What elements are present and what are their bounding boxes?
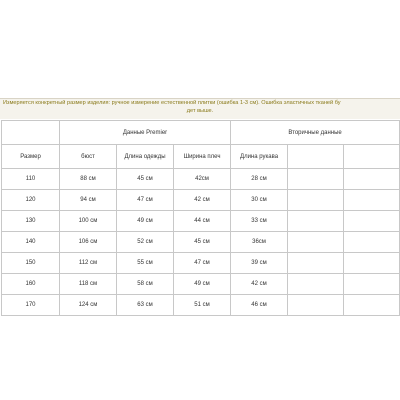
cell-extra-2: [344, 190, 400, 211]
table-row: [2, 169, 400, 190]
cell-shoulder: 51 см: [174, 295, 231, 316]
cell-extra-1: [288, 169, 344, 190]
cell-sleeve: 30 см: [231, 190, 288, 211]
cell-sleeve: 36см: [231, 232, 288, 253]
cell-shoulder: 42 см: [174, 190, 231, 211]
header-sleeve: Длина рукава: [231, 145, 288, 169]
cell-size: 130: [2, 211, 60, 232]
size-chart: [0, 98, 400, 308]
cell-length: 52 см: [117, 232, 174, 253]
cell-extra-1: [288, 211, 344, 232]
cell-sleeve: 42 см: [231, 274, 288, 295]
cell-shoulder: 47 см: [174, 253, 231, 274]
cell-sleeve: 46 см: [231, 295, 288, 316]
cell-sleeve: 39 см: [231, 253, 288, 274]
notice-line-2: дет выше.: [186, 107, 214, 114]
measurement-notice: [0, 98, 400, 119]
cell-extra-2: [344, 169, 400, 190]
header-empty-2: [344, 145, 400, 169]
table-row: [2, 190, 400, 211]
cell-shoulder: 45 см: [174, 232, 231, 253]
cell-size: 150: [2, 253, 60, 274]
cell-extra-1: [288, 232, 344, 253]
header-bust: бюст: [60, 145, 117, 169]
cell-length: 47 см: [117, 190, 174, 211]
cell-shoulder: 49 см: [174, 274, 231, 295]
cell-bust: 106 см: [60, 232, 117, 253]
empty-corner-cell: [2, 121, 60, 145]
header-length: Длина одежды: [117, 145, 174, 169]
cell-sleeve: 33 см: [231, 211, 288, 232]
cell-size: 170: [2, 295, 60, 316]
header-shoulder: Ширина плеч: [174, 145, 231, 169]
cell-extra-2: [344, 253, 400, 274]
cell-bust: 94 см: [60, 190, 117, 211]
column-header-row: [2, 145, 400, 169]
table-row: [2, 253, 400, 274]
cell-bust: 124 см: [60, 295, 117, 316]
notice-line-1: Измеряется конкретный размер изделия: ручное измерение естественной плитки (ошибка 1-3 см). Ошибка эластичных тканей бу: [3, 100, 341, 106]
cell-extra-1: [288, 190, 344, 211]
cell-length: 58 см: [117, 274, 174, 295]
cell-extra-2: [344, 211, 400, 232]
cell-shoulder: 44 см: [174, 211, 231, 232]
cell-extra-2: [344, 232, 400, 253]
cell-bust: 112 см: [60, 253, 117, 274]
cell-length: 49 см: [117, 211, 174, 232]
cell-bust: 118 см: [60, 274, 117, 295]
cell-bust: 88 см: [60, 169, 117, 190]
table-row: [2, 274, 400, 295]
cell-length: 55 см: [117, 253, 174, 274]
header-size: Размер: [2, 145, 60, 169]
size-table: [1, 120, 400, 316]
cell-extra-1: [288, 295, 344, 316]
cell-extra-2: [344, 295, 400, 316]
table-row: [2, 295, 400, 316]
cell-length: 45 см: [117, 169, 174, 190]
cell-extra-1: [288, 253, 344, 274]
cell-size: 160: [2, 274, 60, 295]
group-header-row: [2, 121, 400, 145]
table-row: [2, 232, 400, 253]
group-header-primary: Данные Premier: [60, 121, 231, 145]
header-empty-1: [288, 145, 344, 169]
cell-sleeve: 28 см: [231, 169, 288, 190]
cell-size: 110: [2, 169, 60, 190]
cell-length: 63 см: [117, 295, 174, 316]
table-row: [2, 211, 400, 232]
cell-shoulder: 42см: [174, 169, 231, 190]
cell-size: 120: [2, 190, 60, 211]
group-header-secondary: Вторичные данные: [231, 121, 400, 145]
cell-extra-1: [288, 274, 344, 295]
cell-bust: 100 см: [60, 211, 117, 232]
cell-extra-2: [344, 274, 400, 295]
cell-size: 140: [2, 232, 60, 253]
